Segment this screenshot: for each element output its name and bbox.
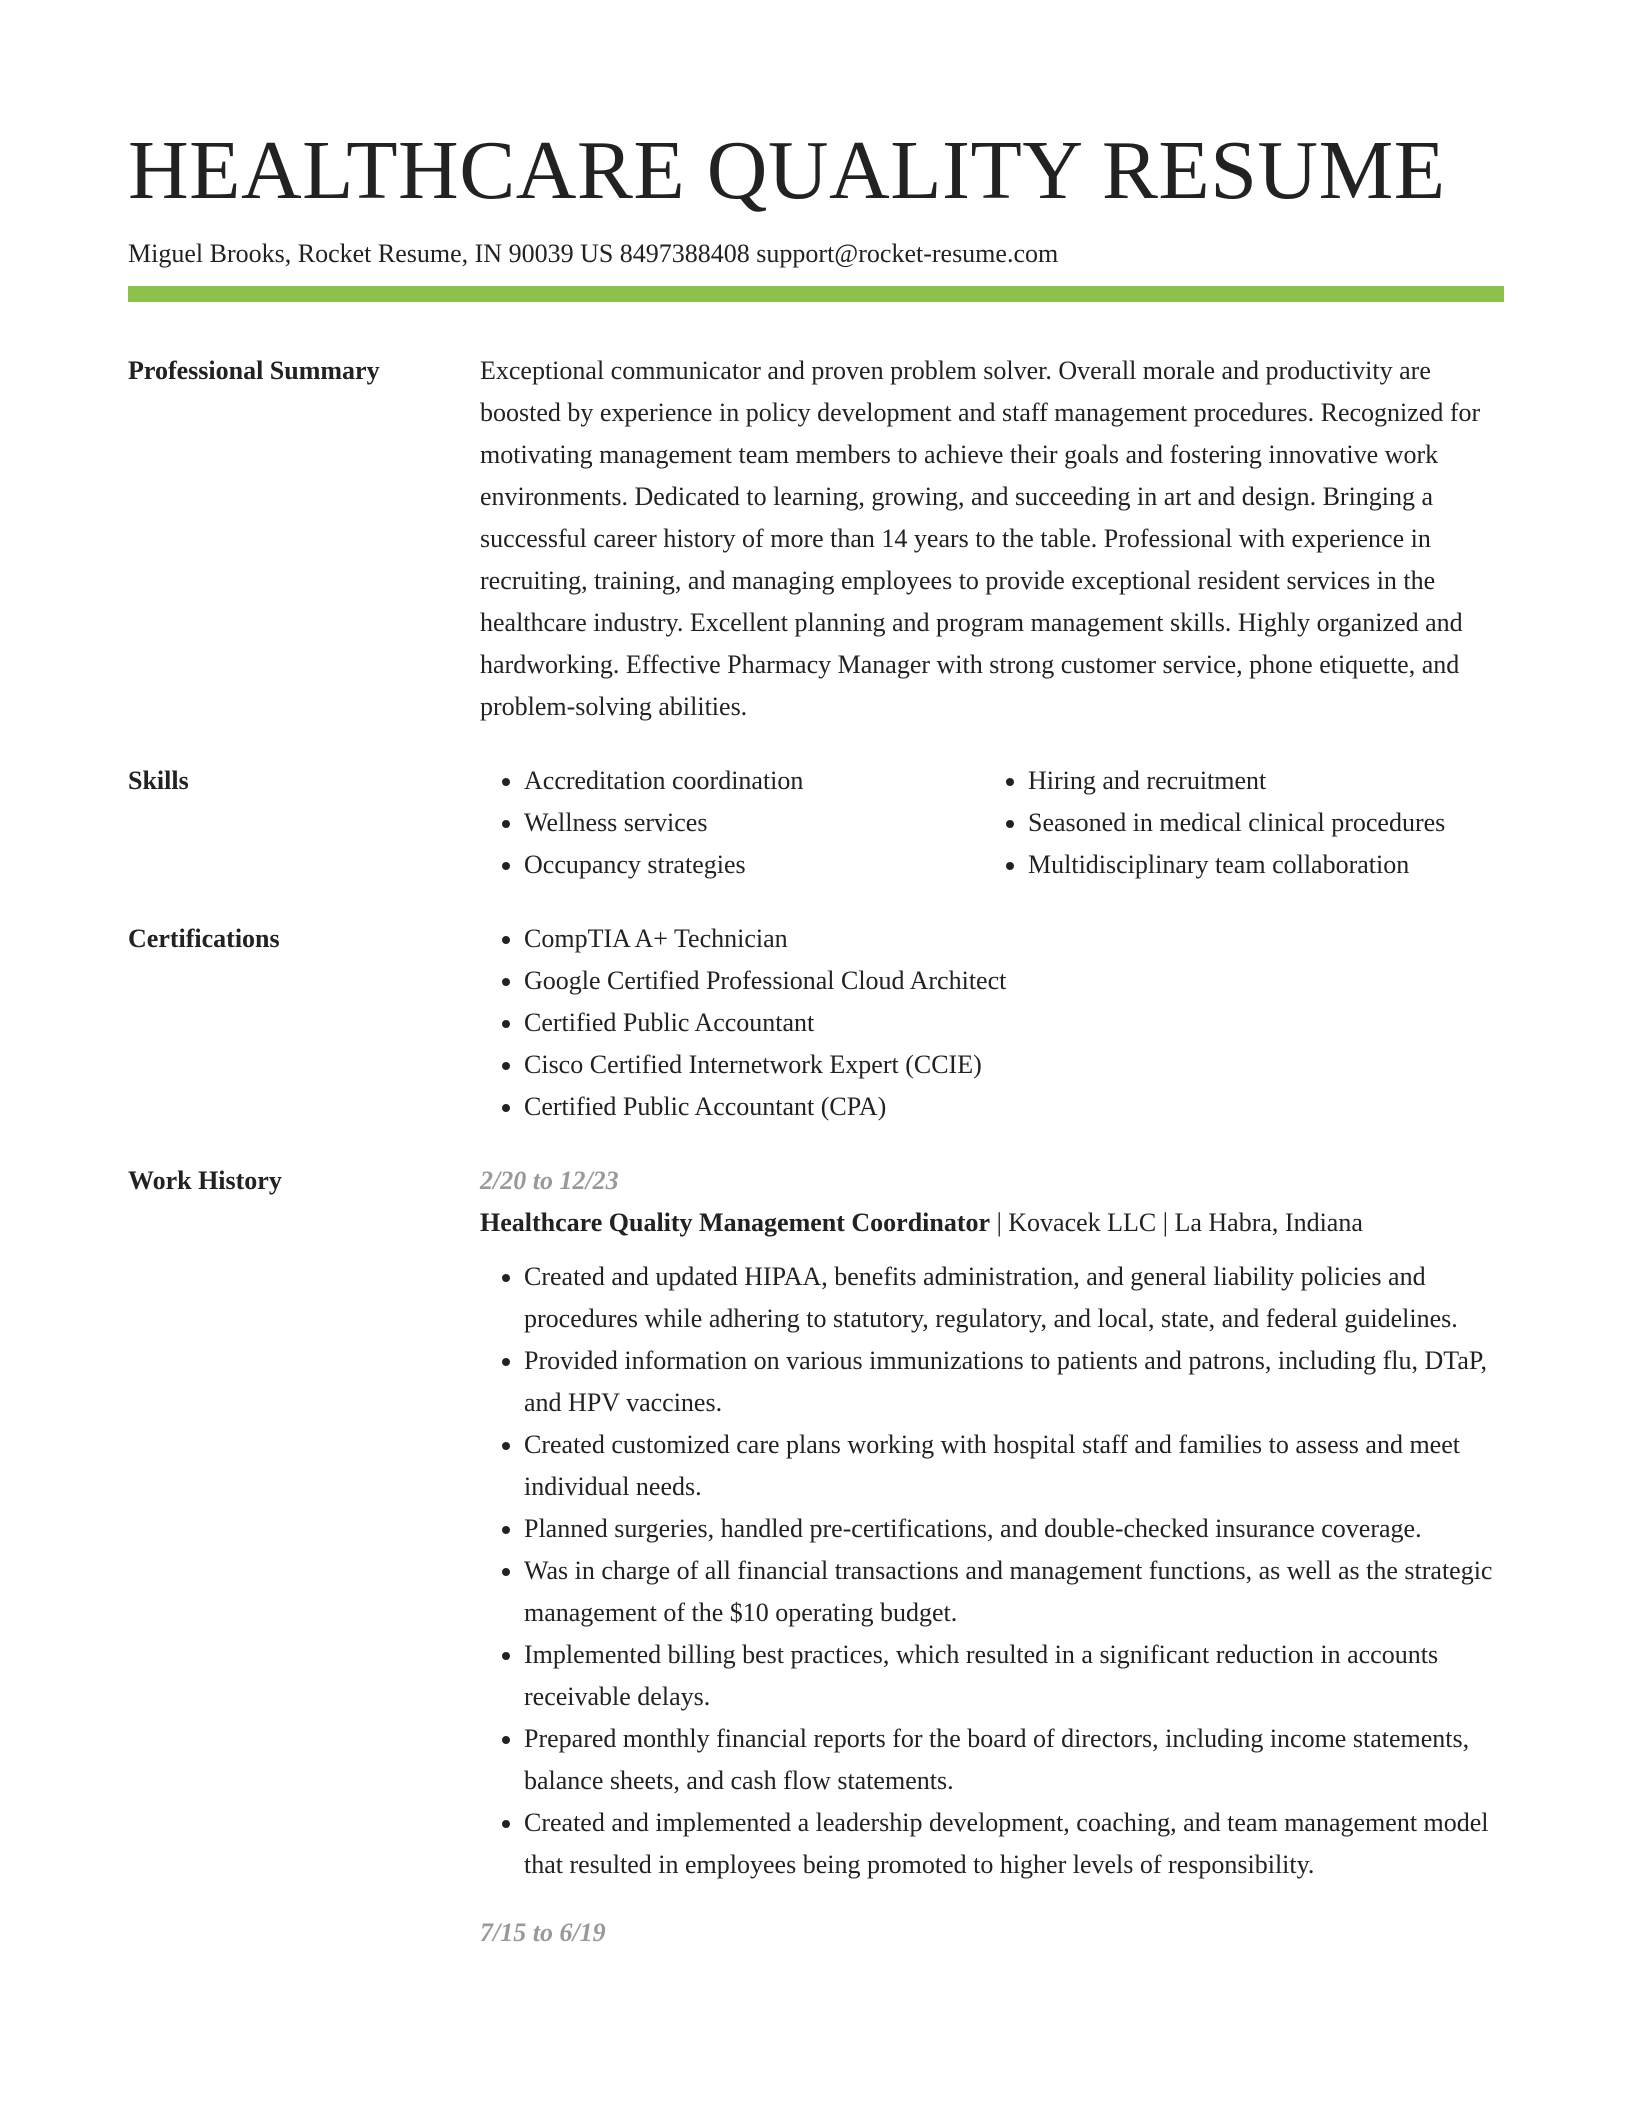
summary-body	[480, 350, 1504, 728]
skills-list-left	[480, 760, 984, 886]
certifications-list	[480, 918, 1504, 1128]
section-label-skills: Skills	[128, 766, 189, 795]
job-bullet: • Planned surgeries, handled pre-certifications, and double-checked insurance coverage.	[524, 1508, 1504, 1550]
skills-column-left	[480, 760, 984, 886]
certification-item: • Certified Public Accountant	[524, 1002, 1504, 1044]
summary-text: Exceptional communicator and proven problem solver. Overall morale and productivity are boosted by experience in policy development and staff management procedures. Recognized for motivating management team members to achieve their goals and fostering innovative work environments. Dedicated to learning, growing, and succeeding in art and design. Bringing a successful career history of more than 14 years to the table. Professional with experience in recruiting, training, and managing employees to provide exceptional resident services in the healthcare industry. Excellent planning and program management skills. Highly organized and hardworking. Effective Pharmacy Manager with strong customer service, phone etiquette, and problem-solving abilities.	[480, 356, 1481, 721]
job-entry	[480, 1160, 1504, 1886]
certification-item: • CompTIA A+ Technician	[524, 918, 1504, 960]
skill-item: • Accreditation coordination	[524, 760, 984, 802]
job-bullet: • Implemented billing best practices, which resulted in a significant reduction in accounts receivable delays.	[524, 1634, 1504, 1718]
skills-grid	[480, 760, 1504, 886]
skills-column-right	[984, 760, 1504, 886]
section-professional-summary	[128, 350, 1504, 728]
job-heading	[480, 1202, 1504, 1244]
skill-item: • Hiring and recruitment	[1028, 760, 1504, 802]
work-history-body	[480, 1160, 1504, 1980]
resume-content	[128, 350, 1504, 2012]
job-bullets	[480, 1256, 1504, 1886]
job-bullet: • Was in charge of all financial transactions and management functions, as well as the strategic management of the $10 operating budget.	[524, 1550, 1504, 1634]
job-dates: 7/15 to 6/19	[480, 1918, 606, 1947]
skill-item: • Occupancy strategies	[524, 844, 984, 886]
certification-item: • Certified Public Accountant (CPA)	[524, 1086, 1504, 1128]
section-work-history	[128, 1160, 1504, 1980]
resume-title: HEALTHCARE QUALITY RESUME	[128, 124, 1446, 217]
skills-list-right	[984, 760, 1504, 886]
skill-item: • Seasoned in medical clinical procedures	[1028, 802, 1504, 844]
section-skills	[128, 760, 1504, 886]
section-certifications	[128, 918, 1504, 1128]
job-company-location: | Kovacek LLC | La Habra, Indiana	[990, 1208, 1363, 1237]
resume-header	[128, 118, 1504, 272]
skill-item: • Multidisciplinary team collaboration	[1028, 844, 1504, 886]
section-label-summary: Professional Summary	[128, 356, 380, 385]
job-title: Healthcare Quality Management Coordinator	[480, 1208, 991, 1237]
job-bullet: • Created customized care plans working with hospital staff and families to assess and meet individual needs.	[524, 1424, 1504, 1508]
job-entry	[480, 1912, 1504, 1954]
certification-item: • Google Certified Professional Cloud Architect	[524, 960, 1504, 1002]
certifications-body	[480, 918, 1504, 1128]
job-bullet: • Prepared monthly financial reports for the board of directors, including income statements, balance sheets, and cash flow statements.	[524, 1718, 1504, 1802]
section-label-certifications: Certifications	[128, 924, 280, 953]
accent-divider	[128, 286, 1504, 302]
job-bullet: • Created and updated HIPAA, benefits administration, and general liability policies and procedures while adhering to statutory, regulatory, and local, state, and federal guidelines.	[524, 1256, 1504, 1340]
job-bullet: • Provided information on various immunizations to patients and patrons, including flu, DTaP, and HPV vaccines.	[524, 1340, 1504, 1424]
section-label-work-history: Work History	[128, 1166, 282, 1195]
certification-item: • Cisco Certified Internetwork Expert (CCIE)	[524, 1044, 1504, 1086]
contact-line: Miguel Brooks, Rocket Resume, IN 90039 US 8497388408 support@rocket-resume.com	[128, 239, 1059, 268]
job-bullet: • Created and implemented a leadership development, coaching, and team management model that resulted in employees being promoted to higher levels of responsibility.	[524, 1802, 1504, 1886]
skill-item: • Wellness services	[524, 802, 984, 844]
job-dates: 2/20 to 12/23	[480, 1166, 619, 1195]
